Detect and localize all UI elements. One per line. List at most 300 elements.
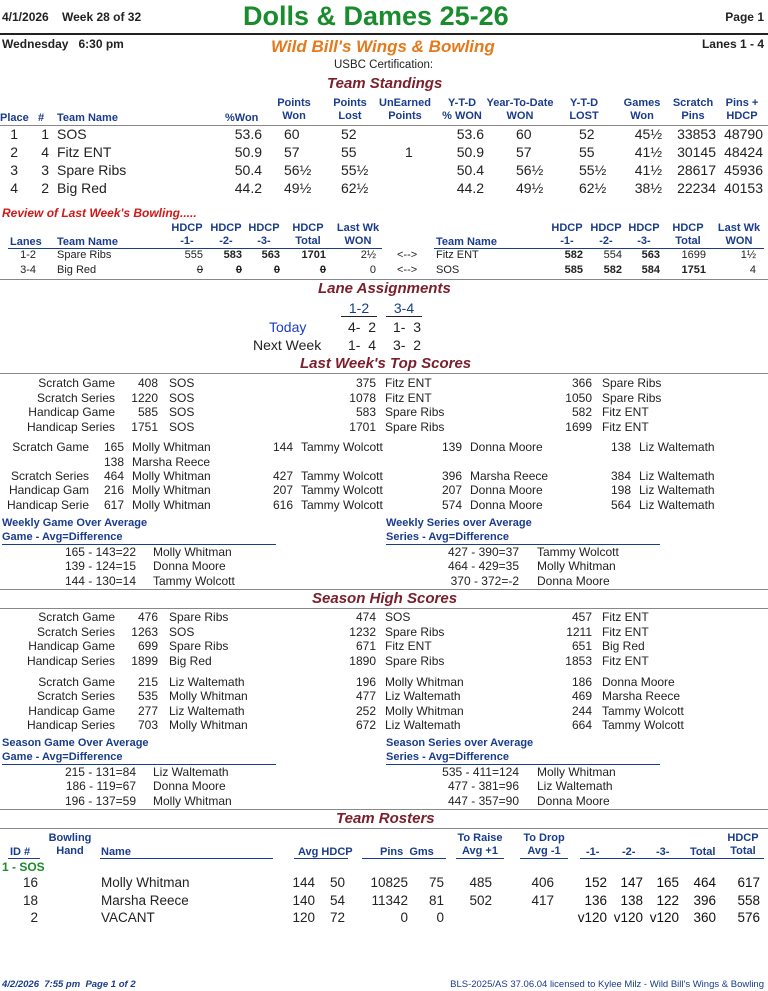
score-label: Handicap Series: [26, 419, 115, 434]
season-ind-score: 664: [571, 717, 592, 732]
top-scores-title: Last Week's Top Scores: [300, 355, 472, 372]
roster-name: VACANT: [101, 910, 155, 925]
roster-id: 18: [22, 892, 38, 908]
standing-pct: 50.9: [234, 144, 262, 160]
col-place: Place: [0, 112, 29, 124]
score-label: Scratch Series: [36, 390, 115, 405]
roster-pins: 10825: [370, 875, 408, 890]
col-pts-lost: Points Lost: [333, 97, 367, 122]
over-calc: 144 - 130=14: [64, 573, 136, 588]
over-calc: 139 - 124=15: [64, 559, 136, 574]
lane-next-b: 3- 2: [393, 337, 422, 353]
ind-score: 165: [103, 440, 124, 454]
roster-hdcp-total: 617: [737, 875, 760, 890]
standing-place: 2: [10, 144, 18, 160]
roster-g1: v120: [577, 910, 607, 925]
standing-scratch: 30145: [677, 144, 716, 160]
season-ind-name: Marsha Reece: [602, 689, 681, 704]
roster-col-drop: To Drop Avg -1: [523, 832, 565, 857]
roster-g3: v120: [649, 910, 679, 925]
score-label: Scratch Series: [36, 624, 115, 639]
over-name: Liz Waltemath: [537, 779, 613, 794]
standing-lost: 52: [341, 126, 357, 142]
standing-hdcp: 40153: [724, 180, 763, 196]
standing-pct: 44.2: [234, 180, 262, 196]
over-name: Tammy Wolcott: [153, 573, 235, 588]
roster-col-hdcp-total: HDCP Total: [727, 832, 759, 857]
over-calc: 427 - 390=37: [447, 545, 519, 559]
standing-ytd-lost: 62½: [579, 180, 607, 196]
review-o3: 584: [641, 264, 660, 276]
ind-score: 617: [103, 498, 124, 512]
ind-name: Molly Whitman: [132, 483, 211, 497]
standing-hdcp: 48424: [724, 144, 763, 160]
roster-hdcp: 50: [329, 875, 345, 890]
roster-name: Molly Whitman: [101, 875, 190, 890]
season-ind-name: Liz Waltemath: [385, 689, 461, 704]
roster-id: 16: [22, 875, 38, 890]
review-owon: 4: [749, 264, 756, 276]
standing-won: 49½: [284, 180, 312, 196]
print-date: 4/1/2026: [2, 10, 49, 24]
roster-hdcp: 72: [329, 910, 345, 925]
week-label: Week 28 of 32: [62, 10, 142, 24]
review-col-owon: Last Wk WON: [717, 222, 761, 247]
season-ind-label: Scratch Series: [36, 689, 115, 704]
roster-total: 464: [693, 875, 716, 890]
review-o3: 563: [641, 249, 660, 261]
roster-g2: 147: [620, 875, 643, 890]
roster-rule-games: [580, 858, 764, 859]
score-team: Fitz ENT: [385, 639, 432, 653]
review-col-g3: HDCP -3-: [248, 222, 280, 247]
roster-col-avg: Avg HDCP: [298, 846, 353, 858]
ind-score: 216: [103, 483, 124, 497]
standing-ytd-lost: 55: [579, 144, 595, 160]
score-value: 1853: [565, 653, 592, 668]
score-team: Fitz ENT: [602, 610, 649, 624]
standing-games: 41½: [634, 162, 662, 178]
review-total: 0: [319, 264, 326, 276]
score-team: Big Red: [169, 653, 212, 668]
roster-rule-avg: [294, 858, 348, 859]
score-value: 1263: [131, 624, 158, 639]
roster-avg: 140: [292, 892, 315, 908]
review-col-won: Last Wk WON: [336, 222, 380, 247]
standing-ytd-pct: 50.4: [456, 162, 484, 178]
review-col-o3: HDCP -3-: [628, 222, 660, 247]
review-lanes: 3-4: [20, 264, 36, 276]
review-o2: 582: [603, 264, 622, 276]
season-ind-name: Liz Waltemath: [169, 675, 245, 689]
standing-lost: 62½: [341, 180, 369, 196]
score-team: Spare Ribs: [602, 390, 662, 405]
score-value: 1078: [349, 390, 376, 405]
season-ind-name: Molly Whitman: [169, 717, 248, 732]
over-name: Donna Moore: [537, 573, 610, 588]
standing-num: 1: [41, 126, 49, 142]
review-g2: 0: [235, 264, 242, 276]
season-title: Season High Scores: [312, 590, 458, 607]
footer-print-info: 4/2/2026 7:55 pm Page 1 of 2: [2, 979, 136, 990]
score-team: Spare Ribs: [385, 653, 445, 668]
season-ind-score: 703: [137, 717, 158, 732]
ind-score: 464: [103, 469, 124, 483]
ind-label: Handicap Gam: [8, 483, 89, 497]
over-name: Molly Whitman: [537, 559, 616, 574]
lanes-title: Lane Assignments: [318, 280, 451, 297]
season-ind-label: Handicap Game: [28, 703, 115, 718]
review-col-total: HDCP Total: [292, 222, 324, 247]
score-value: 651: [571, 639, 592, 653]
standing-team: Fitz ENT: [57, 144, 112, 160]
roster-hdcp: 54: [329, 892, 345, 908]
standing-lost: 55½: [341, 162, 369, 178]
review-opp: Fitz ENT: [436, 249, 479, 261]
roster-id: 2: [30, 910, 38, 925]
review-total: 1701: [301, 249, 326, 261]
score-team: Spare Ribs: [169, 610, 229, 624]
standing-won: 57: [284, 144, 300, 160]
roster-g1: 136: [584, 892, 607, 908]
lane-col-1-2: 1-2: [341, 300, 377, 317]
over-name: Molly Whitman: [153, 545, 232, 559]
score-team: Fitz ENT: [602, 624, 649, 639]
score-value: 1890: [349, 653, 376, 668]
standings-title: Team Standings: [327, 75, 443, 92]
standing-ytd-pct: 53.6: [456, 126, 484, 142]
col-pct: %Won: [225, 112, 259, 124]
roster-gms: 75: [428, 875, 444, 890]
standing-ytd-won: 60: [516, 126, 532, 142]
season-ind-name: Tammy Wolcott: [602, 717, 684, 732]
standing-hdcp: 48790: [724, 126, 763, 142]
season-ind-score: 477: [355, 689, 376, 704]
col-ytd-won: Year-To-Date WON: [486, 97, 554, 122]
roster-gms: 0: [436, 910, 444, 925]
season-ind-score: 672: [355, 717, 376, 732]
day-time: Wednesday 6:30 pm: [2, 37, 124, 51]
col-pins-hdcp: Pins + HDCP: [725, 97, 759, 122]
score-team: SOS: [169, 376, 195, 390]
review-team: Spare Ribs: [57, 249, 112, 261]
standing-won: 60: [284, 126, 300, 142]
review-opp: SOS: [436, 264, 460, 276]
score-team: Fitz ENT: [385, 376, 432, 390]
score-team: Fitz ENT: [385, 390, 432, 405]
season-ind-name: Liz Waltemath: [169, 703, 245, 718]
score-team: SOS: [169, 405, 195, 419]
roster-raise: 485: [469, 875, 492, 890]
score-value: 1211: [566, 624, 592, 639]
over-calc: 186 - 119=67: [65, 779, 136, 794]
standing-ytd-lost: 55½: [579, 162, 607, 178]
roster-col-g1: -1-: [586, 846, 600, 858]
weekly-game-sub: Game - Avg=Difference: [2, 531, 276, 545]
roster-hdcp-total: 558: [737, 892, 760, 908]
ind-label: Scratch Game: [12, 440, 89, 454]
top-scores-rule: [0, 373, 768, 374]
score-team: SOS: [385, 610, 411, 624]
lane-next-a: 1- 4: [348, 337, 377, 353]
weekly-series-title: Weekly Series over Average: [386, 517, 532, 529]
score-value: 582: [571, 405, 592, 419]
ind-name: Donna Moore: [470, 440, 543, 454]
standing-ytd-pct: 50.9: [456, 144, 484, 160]
ind-name: Tammy Wolcott: [301, 440, 383, 454]
over-calc: 196 - 137=59: [64, 793, 136, 808]
ind-label: Scratch Series: [10, 469, 89, 483]
score-team: Big Red: [602, 639, 645, 653]
col-games-won: Games Won: [623, 97, 661, 122]
score-team: Spare Ribs: [602, 376, 662, 390]
review-g2: 583: [223, 249, 242, 261]
footer-license: BLS-2025/AS 37.06.04 licensed to Kylee Milz - Wild Bill's Wings & Bowling: [450, 979, 764, 990]
season-ind-name: Molly Whitman: [385, 703, 464, 718]
review-col-ototal: HDCP Total: [672, 222, 704, 247]
roster-g2: 138: [620, 892, 643, 908]
season-ind-name: Donna Moore: [602, 675, 675, 689]
score-value: 1220: [131, 390, 158, 405]
standing-pct: 50.4: [234, 162, 262, 178]
standing-place: 1: [10, 126, 18, 142]
season-ind-score: 244: [571, 703, 592, 718]
roster-rule-id: [8, 858, 40, 859]
col-ytd-pct: Y-T-D % WON: [442, 97, 482, 122]
score-value: 699: [137, 639, 158, 653]
roster-col-pins: Pins Gms: [380, 846, 434, 858]
over-name: Molly Whitman: [537, 765, 616, 779]
review-col-o2: HDCP -2-: [590, 222, 622, 247]
score-value: 583: [355, 405, 376, 419]
standing-scratch: 22234: [677, 180, 716, 196]
roster-g2: v120: [613, 910, 643, 925]
review-team: Big Red: [57, 264, 97, 276]
over-calc: 477 - 381=96: [447, 779, 519, 794]
season-game-sub: Game - Avg=Difference: [2, 751, 276, 765]
season-ind-score: 196: [355, 675, 376, 689]
ind-score: 198: [610, 483, 631, 497]
col-ytd-lost: Y-T-D LOST: [569, 97, 599, 122]
standing-team: Spare Ribs: [57, 162, 127, 178]
score-value: 1232: [349, 624, 376, 639]
standing-pct: 53.6: [234, 126, 262, 142]
review-g1: 0: [196, 264, 203, 276]
ind-name: Molly Whitman: [132, 498, 211, 512]
rosters-rule: [0, 828, 768, 829]
season-ind-score: 535: [137, 689, 158, 704]
score-value: 366: [571, 376, 592, 390]
review-arrow: <-->: [397, 264, 418, 276]
roster-pins: 11342: [371, 892, 408, 908]
standing-team: SOS: [57, 126, 87, 142]
roster-total: 360: [693, 910, 716, 925]
ind-score: 144: [272, 440, 293, 454]
score-value: 1050: [565, 390, 592, 405]
score-team: Spare Ribs: [385, 405, 445, 419]
review-ototal: 1699: [681, 249, 706, 261]
review-o1: 582: [564, 249, 583, 261]
score-label: Handicap Game: [28, 639, 115, 653]
lane-today-b: 1- 3: [393, 319, 422, 335]
roster-col-g2: -2-: [622, 846, 636, 858]
review-col-g2: HDCP -2-: [210, 222, 242, 247]
col-num: #: [38, 112, 45, 124]
standing-place: 4: [10, 180, 18, 196]
season-ind-label: Scratch Game: [38, 675, 115, 689]
roster-gms: 81: [428, 892, 444, 908]
over-name: Tammy Wolcott: [537, 545, 619, 559]
review-won: 0: [369, 264, 376, 276]
score-team: SOS: [169, 419, 195, 434]
standing-num: 3: [41, 162, 49, 178]
season-rule: [0, 608, 768, 609]
score-team: Spare Ribs: [385, 419, 445, 434]
roster-total: 396: [693, 892, 716, 908]
score-value: 375: [355, 376, 376, 390]
review-o1: 585: [564, 264, 583, 276]
season-ind-name: Molly Whitman: [385, 675, 464, 689]
ind-name: Donna Moore: [470, 483, 543, 497]
season-ind-name: Liz Waltemath: [385, 717, 461, 732]
page-number: Page 1: [725, 10, 764, 24]
ind-label: Handicap Serie: [6, 498, 89, 512]
review-col-o1: HDCP -1-: [551, 222, 583, 247]
score-value: 457: [571, 610, 592, 624]
score-label: Handicap Game: [28, 405, 115, 419]
roster-drop: 417: [531, 892, 554, 908]
ind-score: 384: [610, 469, 631, 483]
season-game-title: Season Game Over Average: [2, 737, 149, 749]
roster-col-hand: Bowling Hand: [48, 832, 92, 857]
lane-col-3-4: 3-4: [386, 300, 422, 317]
score-team: Spare Ribs: [169, 639, 229, 653]
ind-name: Molly Whitman: [132, 469, 211, 483]
league-title: Dolls & Dames 25-26: [243, 1, 509, 31]
score-label: Scratch Game: [38, 610, 115, 624]
over-name: Donna Moore: [153, 559, 226, 574]
standing-won: 56½: [284, 162, 312, 178]
season-ind-score: 469: [571, 689, 592, 704]
season-ind-name: Molly Whitman: [169, 689, 248, 704]
over-calc: 464 - 429=35: [447, 559, 519, 574]
rosters-title: Team Rosters: [336, 810, 435, 827]
standing-team: Big Red: [57, 180, 107, 196]
roster-rule-pins: [362, 858, 446, 859]
review-g3: 0: [273, 264, 280, 276]
score-team: Spare Ribs: [385, 624, 445, 639]
score-value: 474: [355, 610, 376, 624]
roster-pins: 0: [400, 910, 408, 925]
season-ind-label: Handicap Series: [26, 717, 115, 732]
score-value: 585: [137, 405, 158, 419]
lane-next-label: Next Week: [253, 337, 322, 353]
score-value: 1701: [349, 419, 376, 434]
score-value: 408: [137, 376, 158, 390]
ind-name: Molly Whitman: [132, 440, 211, 454]
roster-col-g3: -3-: [656, 846, 670, 858]
score-label: Handicap Series: [26, 653, 115, 668]
header-rule: [0, 33, 768, 35]
ind-score: 616: [272, 498, 293, 512]
ind-name: Donna Moore: [470, 498, 543, 512]
ind-score: 564: [610, 498, 631, 512]
roster-team-label: 1 - SOS: [2, 860, 45, 874]
score-team: Fitz ENT: [602, 405, 649, 419]
standing-scratch: 28617: [677, 162, 716, 178]
score-label: Scratch Game: [38, 376, 115, 390]
standing-unearned: 1: [405, 144, 413, 160]
score-value: 476: [137, 610, 158, 624]
roster-col-id: ID #: [10, 846, 31, 858]
col-pts-won: Points Won: [277, 97, 311, 122]
ind-score: 207: [272, 483, 293, 497]
review-title: Review of Last Week's Bowling.....: [2, 206, 197, 220]
col-scratch-pins: Scratch Pins: [672, 97, 714, 122]
season-series-title: Season Series over Average: [386, 737, 534, 749]
review-owon: 1½: [740, 249, 756, 261]
review-o2: 554: [603, 249, 622, 261]
standing-lost: 55: [341, 144, 357, 160]
review-g3: 563: [261, 249, 280, 261]
lane-today-label: Today: [269, 319, 307, 335]
ind-name: Tammy Wolcott: [301, 483, 383, 497]
season-ind-score: 186: [571, 675, 592, 689]
ind-name: Liz Waltemath: [639, 440, 715, 454]
certification: USBC Certification:: [334, 59, 434, 71]
roster-col-name: Name: [101, 846, 131, 858]
review-ototal: 1751: [681, 264, 706, 276]
standing-ytd-lost: 52: [579, 126, 595, 142]
season-ind-name: Tammy Wolcott: [602, 703, 684, 718]
score-team: Fitz ENT: [602, 419, 649, 434]
review-arrow: <-->: [397, 249, 418, 261]
ind-name: Tammy Wolcott: [301, 469, 383, 483]
season-ind-score: 277: [137, 703, 158, 718]
ind-score: 427: [272, 469, 293, 483]
standing-games: 38½: [634, 180, 662, 196]
score-team: Fitz ENT: [602, 653, 649, 668]
ind-name: Liz Waltemath: [639, 498, 715, 512]
review-col-lanes: Lanes: [10, 236, 42, 248]
score-team: SOS: [169, 390, 195, 405]
ind-score: 207: [441, 483, 462, 497]
review-g1: 555: [184, 249, 203, 261]
season-ind-score: 252: [355, 703, 376, 718]
standing-games: 41½: [634, 144, 662, 160]
over-name: Molly Whitman: [153, 793, 232, 808]
standing-ytd-pct: 44.2: [456, 180, 484, 196]
score-value: 1899: [131, 653, 158, 668]
ind-name: Tammy Wolcott: [301, 498, 383, 512]
review-col-team: Team Name: [57, 236, 118, 248]
standing-scratch: 33853: [677, 126, 716, 142]
bowling-center: Wild Bill's Wings & Bowling: [271, 37, 495, 56]
roster-name: Marsha Reece: [101, 892, 189, 908]
roster-avg: 144: [292, 875, 315, 890]
standing-ytd-won: 57: [516, 144, 532, 160]
col-team: Team Name: [57, 112, 118, 124]
roster-hdcp-total: 576: [737, 910, 760, 925]
weekly-series-sub: Series - Avg=Difference: [386, 531, 660, 545]
lane-today-a: 4- 2: [348, 319, 377, 335]
standing-ytd-won: 56½: [516, 162, 544, 178]
standing-num: 2: [41, 180, 49, 196]
ind-name: Marsha Reece: [132, 455, 211, 469]
standing-place: 3: [10, 162, 18, 178]
ind-score: 574: [441, 498, 462, 512]
roster-g1: 152: [584, 875, 607, 890]
